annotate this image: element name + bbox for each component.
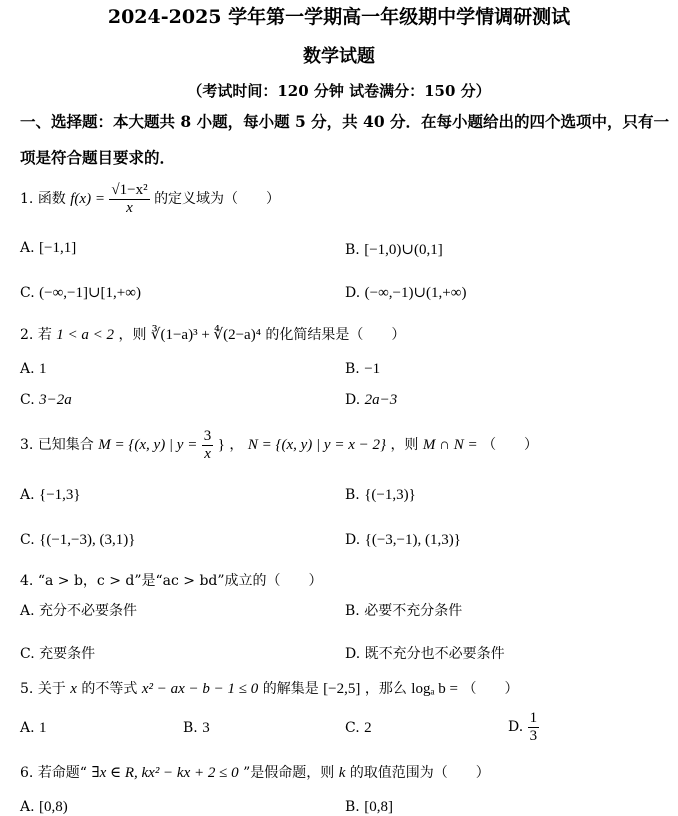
option-value: (−∞,−1]∪[1,+∞) [39,285,141,301]
option-value: [−1,1] [39,240,77,256]
interval: [−2,5] [323,681,361,697]
option-value: [−1,0)∪(0,1] [364,242,443,258]
fraction [202,428,214,462]
option-a[interactable] [20,600,137,620]
option-label: B. [345,799,360,815]
option-label: B. [345,242,360,258]
variable: x [70,681,77,697]
option-label: A. [20,240,35,256]
option-d[interactable] [508,710,539,744]
option-label: A. [20,799,35,815]
exam-subject: 数学试题 [303,46,375,67]
option-value: {(−3,−1), (1,3)} [364,532,461,548]
question-text: 若命题“ [37,765,87,781]
question-1 [20,182,280,216]
exam-title: 2024-2025 学年第一学期高一年级期中学情调研测试 [107,6,571,28]
exam-info: （考试时间：120 分钟 试卷满分：150 分） [187,82,491,100]
question-number: 5. [20,681,34,697]
option-value: 1 [39,720,47,736]
option-value: 必要不充分条件 [364,603,463,619]
question-text: 若 [37,327,52,343]
option-c[interactable] [345,720,372,737]
option-d[interactable] [345,392,397,409]
option-label: A. [20,361,35,377]
function-label: f(x) = [70,191,105,207]
question-text: 的定义域为（ ） [154,191,281,207]
option-b[interactable] [345,487,416,504]
option-value: 2a−3 [364,392,398,408]
fraction [528,710,540,744]
option-label: D. [345,532,361,548]
option-value: [0,8] [364,799,393,815]
question-text: 的不等式 [81,681,138,697]
option-value: −1 [364,361,381,377]
option-a[interactable] [20,240,76,257]
option-label: A. [20,487,35,503]
fraction-numerator: 3 [203,428,212,444]
option-label: C. [20,646,35,662]
fraction-numerator: 1 [529,710,538,726]
question-text: 的取值范围为（ ） [349,765,490,781]
option-b[interactable] [345,361,380,378]
question-number: 2. [20,327,34,343]
question-text: （ ） [462,681,519,697]
question-number: 3. [20,437,34,453]
option-c[interactable] [20,392,72,409]
option-label: C. [20,285,35,301]
question-number: 1. [20,191,34,207]
option-value: 既不充分也不必要条件 [364,646,505,662]
option-b[interactable] [345,240,443,259]
option-value: 充分不必要条件 [39,603,138,619]
fraction-denominator: x [126,199,133,216]
option-label: D. [508,719,524,735]
question-number: 6. [20,765,34,781]
option-label: B. [345,603,360,619]
inequality: x² − ax − b − 1 ≤ 0 [141,681,259,697]
proposition: ∃x ∈ R, kx² − kx + 2 ≤ 0 [91,765,239,781]
option-label: D. [345,285,361,301]
question-4 [20,570,323,590]
option-b[interactable] [183,720,210,737]
option-c[interactable] [20,283,141,302]
set-n: N = {(x, y) | y = x − 2} [247,437,386,453]
fraction-denominator: x [204,445,211,462]
variable: k [338,765,346,781]
question-2 [20,324,405,344]
option-b[interactable] [345,799,393,816]
question-text: “a > b，c > d”是“ac > bd”成立的（ ） [37,573,323,589]
section-heading: 一、选择题：本大题共 8 小题，每小题 5 分，共 40 分．在每小题给出的四个选项中，只有一项是符合题目要求的． [20,112,670,167]
option-value: 充要条件 [39,646,96,662]
option-label: C. [20,392,35,408]
option-value: 3−2a [39,392,72,408]
question-text: 已知集合 [37,437,94,453]
question-text: 的解集是 [262,681,319,697]
option-value: 1 [39,361,47,377]
option-value: [0,8) [39,799,68,815]
option-a[interactable] [20,799,68,816]
question-text: 函数 [37,191,66,207]
question-text: 关于 [37,681,66,697]
question-number: 4. [20,573,34,589]
option-label: B. [345,487,360,503]
question-text: ，则 [390,437,419,453]
set-m: M = {(x, y) | y = [98,437,198,453]
question-text: ”是假命题，则 [243,765,335,781]
option-value: {(−1,3)} [364,487,416,503]
option-label: C. [20,532,35,548]
question-text: ， [229,437,244,453]
option-a[interactable] [20,720,47,737]
radical-expression: ∛(1−a)³ + ∜(2−a)⁴ [150,327,261,343]
option-d[interactable] [345,532,461,549]
intersection: M ∩ N = [422,437,478,453]
option-value: 2 [364,720,372,736]
question-text: （ ） [482,437,539,453]
question-text: ，则 [118,327,147,343]
option-value: 3 [202,720,210,736]
option-value: (−∞,−1)∪(1,+∞) [364,285,467,301]
option-value: {−1,3} [39,487,81,503]
option-d[interactable] [345,643,505,663]
option-label: A. [20,603,35,619]
fraction [109,182,149,216]
fraction-numerator: √1−x² [111,182,148,198]
question-6 [20,762,490,782]
question-3 [20,428,538,462]
option-a[interactable] [20,487,81,504]
question-5 [20,678,518,698]
set-m-close: } [217,437,225,453]
condition: 1 < a < 2 [56,327,115,343]
question-text: ，那么 [364,681,407,697]
option-b[interactable] [345,600,462,620]
option-label: B. [183,720,198,736]
question-text: 的化简结果是（ ） [265,327,406,343]
option-label: D. [345,392,361,408]
option-c[interactable] [20,532,135,549]
option-label: A. [20,720,35,736]
option-d[interactable] [345,283,466,302]
fraction-denominator: 3 [529,727,538,744]
option-value: {(−1,−3), (3,1)} [39,532,136,548]
option-a[interactable] [20,361,47,378]
option-label: B. [345,361,360,377]
option-label: C. [345,720,360,736]
option-label: D. [345,646,361,662]
log-expression: logₐ b = [411,681,459,697]
option-c[interactable] [20,643,95,663]
